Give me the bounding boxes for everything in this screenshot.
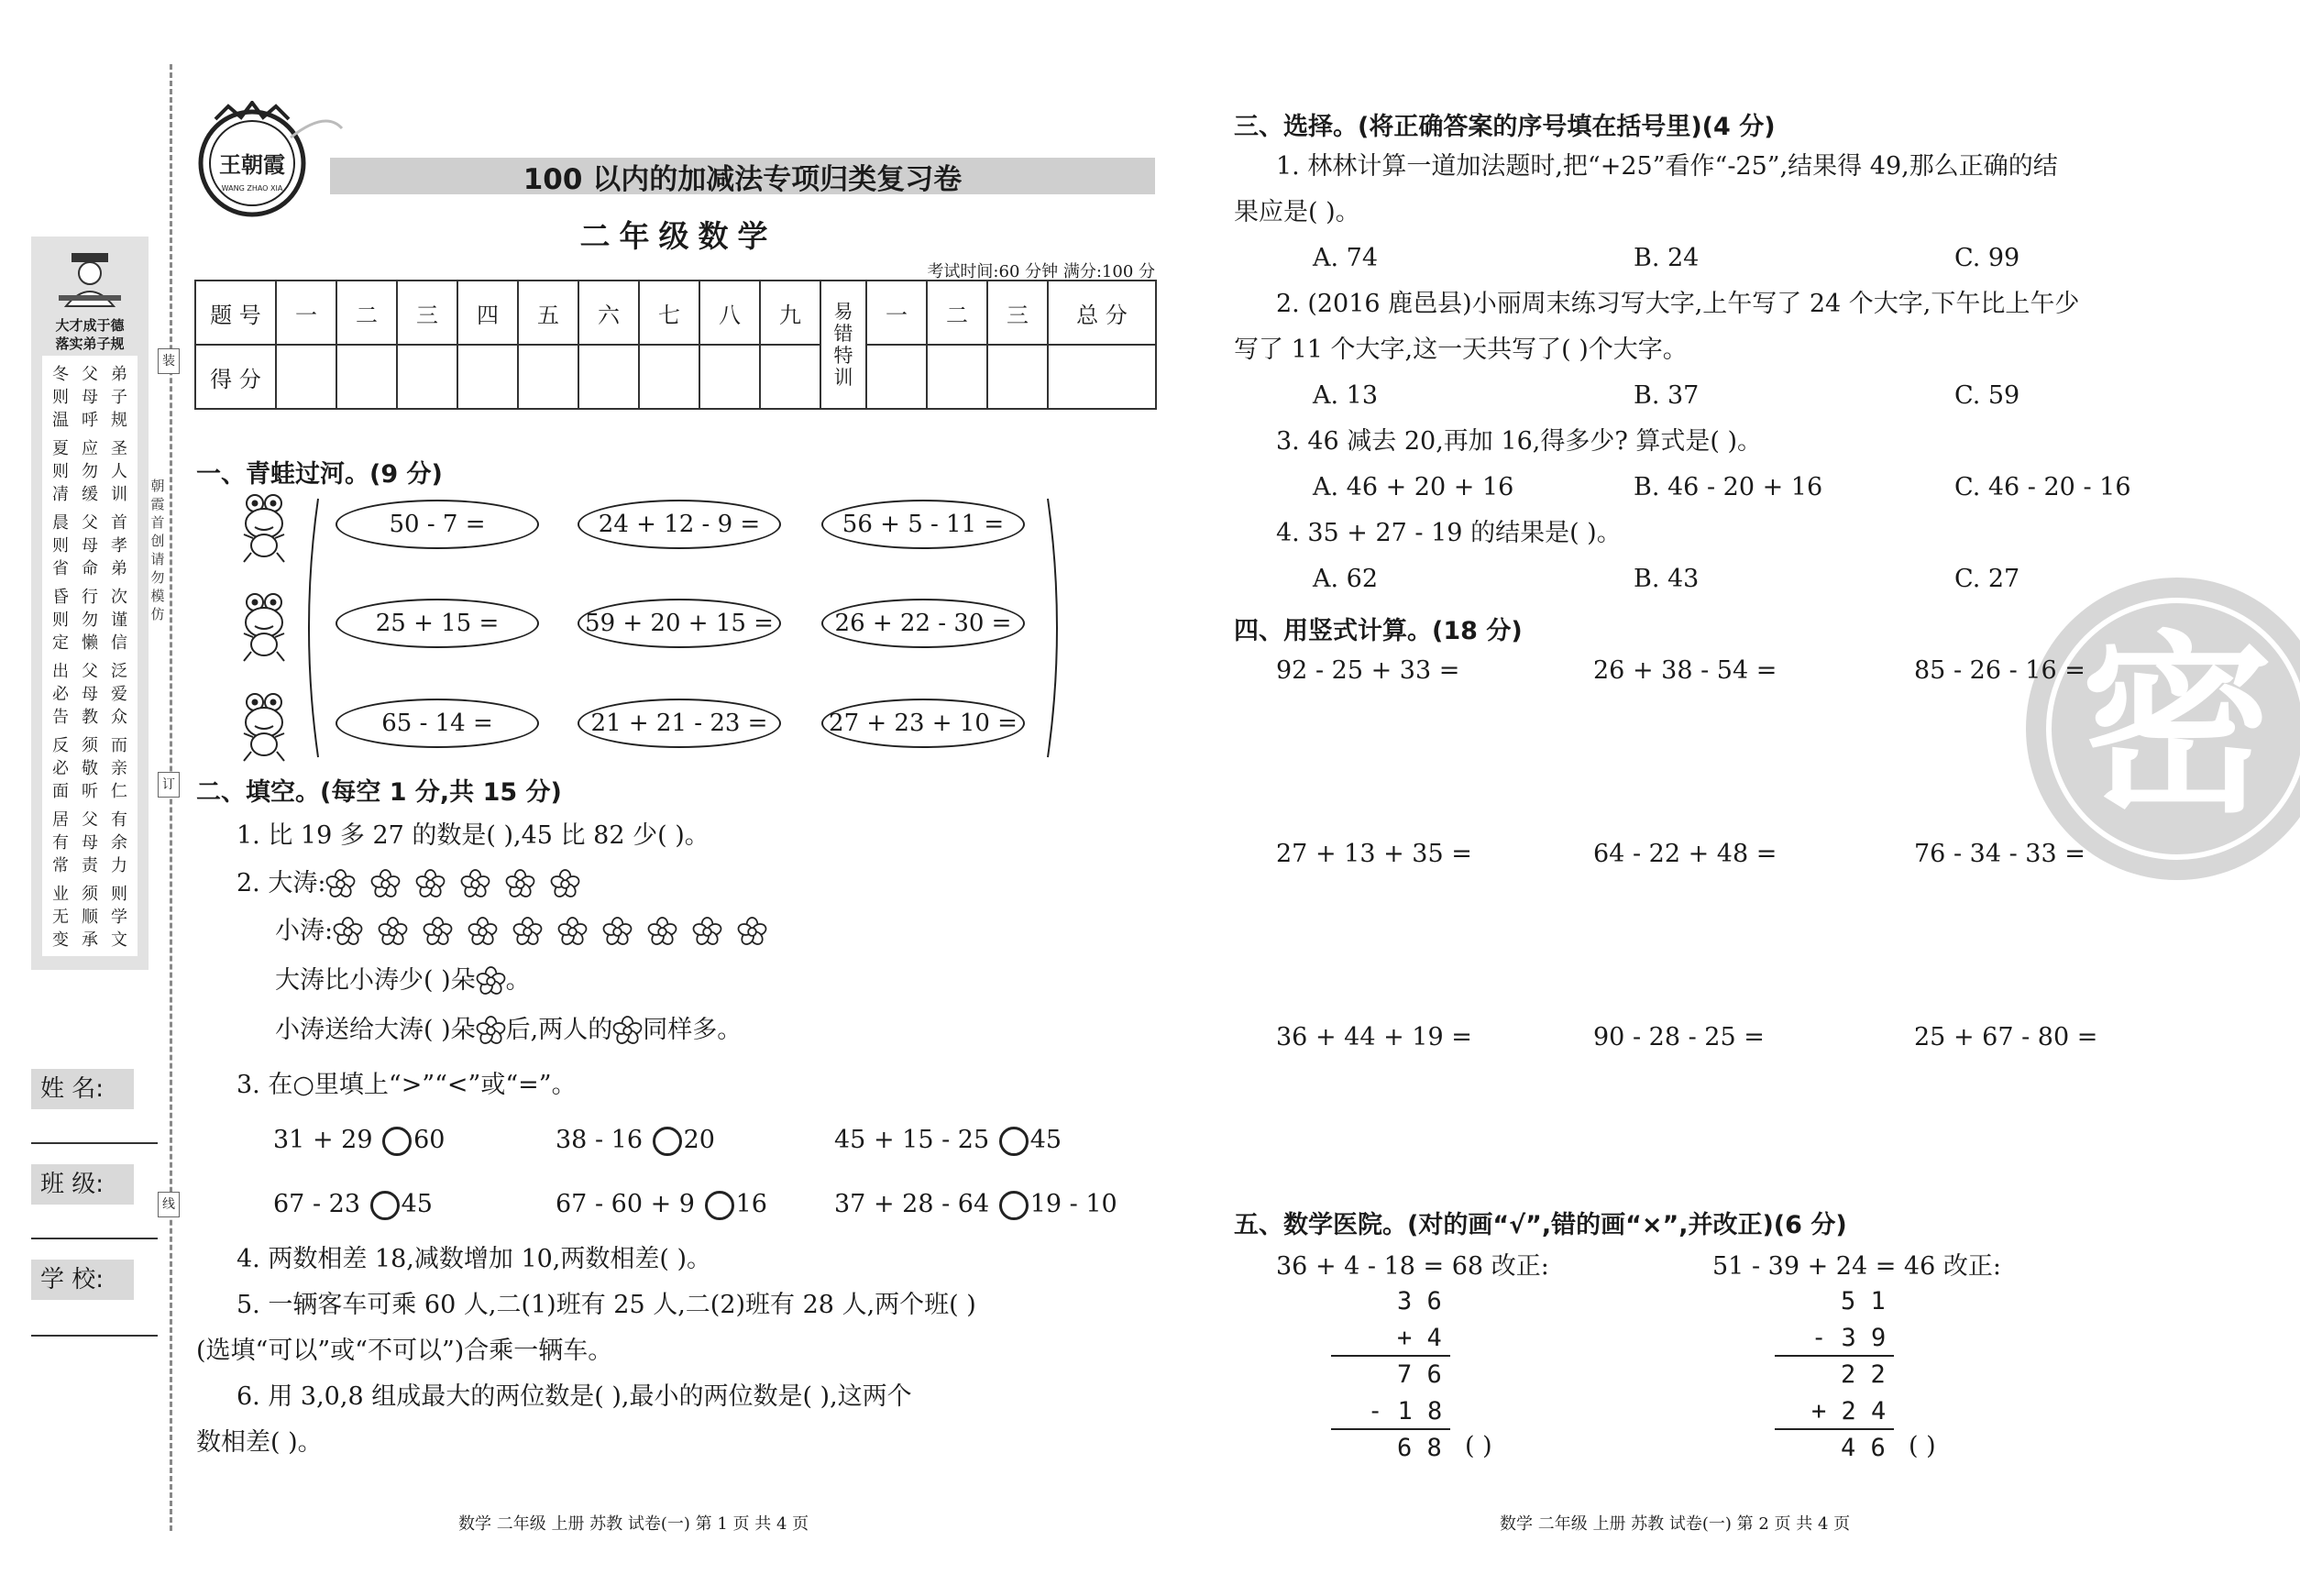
bind-mark-2: 订 [158, 772, 180, 798]
compare-item [834, 1126, 1062, 1156]
hospital-calc-line: + 4 [1397, 1324, 1442, 1352]
frog-icon [240, 691, 288, 763]
right-riverbank [1040, 495, 1068, 761]
flower-icon [612, 1016, 643, 1046]
row-label-number: 题 号 [195, 281, 276, 345]
flower-icon [505, 869, 535, 899]
vertical-calc-problem: 92 - 25 + 33 = [1276, 656, 1460, 685]
choice-q4: 4. 35 + 27 - 19 的结果是( )。 [1276, 519, 1622, 547]
flower-icon [415, 869, 446, 899]
equation-text: 56 + 5 - 11 = [842, 511, 1005, 538]
motto-column: 父 母 呼 [82, 365, 98, 430]
choice-q3: 3. 46 减去 20,再加 16,得多少? 算式是( )。 [1276, 427, 1763, 456]
motto-column: 须 敬 听 [82, 736, 98, 801]
vertical-calc-problem: 27 + 13 + 35 = [1276, 840, 1472, 868]
motto-column: 行 勿 懒 [82, 588, 98, 653]
choice-q3-opt-b: B. 46 - 20 + 16 [1634, 473, 1823, 501]
motto-column: 晨 则 省 [52, 513, 69, 578]
lily-pad-equation [336, 699, 539, 748]
class-field[interactable] [31, 1238, 158, 1239]
bind-mark-1: 装 [158, 348, 180, 374]
fill-q6-line2: 数相差( )。 [196, 1428, 323, 1457]
choice-q4-opt-c: C. 27 [1954, 565, 2020, 593]
fill-q2-line2 [275, 1016, 742, 1046]
flower-icon [550, 869, 580, 899]
logo-text: 王朝霞 [219, 151, 285, 178]
score-cell[interactable] [457, 345, 518, 409]
motto-column: 须 顺 承 [82, 885, 98, 950]
seal-character: 密 [2080, 614, 2273, 839]
hospital-calc-line: - 1 8 [1368, 1397, 1443, 1425]
bigtao-flowers [325, 869, 595, 897]
vertical-calc-problem: 90 - 28 - 25 = [1593, 1023, 1765, 1051]
exam-title: 100 以内的加减法专项归类复习卷 [523, 163, 963, 196]
compare-circle-blank[interactable] [653, 1127, 682, 1156]
motto-column: 父 母 教 [82, 662, 98, 727]
lily-pad-equation [578, 699, 781, 748]
equation-text: 50 - 7 = [389, 511, 486, 538]
compare-circle-blank[interactable] [370, 1191, 400, 1220]
judge-blank[interactable]: ( ) [1909, 1432, 1936, 1460]
compare-circle-blank[interactable] [382, 1127, 412, 1156]
smalltao-label: 小涛: [275, 917, 334, 945]
equation-text: 65 - 14 = [381, 710, 493, 737]
col-9: 九 [760, 281, 820, 345]
vertical-calc-problem: 76 - 34 - 33 = [1914, 840, 2085, 868]
school-label: 学 校: [31, 1260, 134, 1300]
lily-pad-equation [578, 500, 781, 549]
bind-mark-3: 线 [158, 1192, 180, 1217]
score-table [194, 280, 1157, 410]
vertical-calc-problem: 85 - 26 - 16 = [1914, 656, 2085, 685]
score-cell[interactable] [699, 345, 760, 409]
choice-q1-opt-c: C. 99 [1954, 244, 2020, 272]
hospital-calc-line: + 2 4 [1811, 1397, 1887, 1425]
compare-right-expression: 20 [683, 1126, 715, 1154]
lily-pad-equation [336, 500, 539, 549]
flower-icon [423, 917, 453, 947]
hospital-calc-line: 3 6 [1397, 1287, 1442, 1315]
name-field[interactable] [31, 1142, 158, 1144]
fill-q1: 1. 比 19 多 27 的数是( ),45 比 82 少( )。 [237, 821, 710, 850]
compare-right-expression: 60 [413, 1126, 446, 1154]
score-cell[interactable] [866, 345, 927, 409]
fill-q4: 4. 两数相差 18,减数增加 10,两数相差( )。 [237, 1245, 712, 1273]
choice-q1-opt-b: B. 24 [1634, 244, 1700, 272]
equation-text: 59 + 20 + 15 = [585, 610, 774, 637]
fill-q2-line1 [275, 966, 531, 996]
col-8: 八 [699, 281, 760, 345]
special-training-label: 易 错 特 训 [833, 301, 853, 389]
equation-text: 26 + 22 - 30 = [834, 610, 1012, 637]
bigtao-label: 2. 大涛: [237, 869, 326, 897]
motto-column: 泛 爱 众 [111, 662, 127, 727]
flower-icon [468, 917, 498, 947]
q2-line2-text: 小涛送给大涛( )朵 [275, 1016, 476, 1044]
compare-right-expression: 45 [1029, 1126, 1062, 1154]
total-header: 总 分 [1048, 281, 1156, 345]
choice-q2-opt-a: A. 13 [1313, 381, 1379, 410]
frog-icon [240, 492, 288, 564]
motto-column: 而 亲 仁 [111, 736, 127, 801]
motto-column: 昏 则 定 [52, 588, 69, 653]
vertical-calc-problem: 26 + 38 - 54 = [1593, 656, 1777, 685]
exam-subject: 二年级数学 [579, 218, 777, 254]
flower-icon [378, 917, 408, 947]
total-score-cell[interactable] [1048, 345, 1156, 409]
section4-title: 四、用竖式计算。(18 分) [1234, 617, 1523, 645]
choice-q1-opt-a: A. 74 [1313, 244, 1379, 272]
flower-icon [692, 917, 722, 947]
equation-text: 27 + 23 + 10 = [829, 710, 1018, 737]
lily-pad-equation [821, 500, 1025, 549]
col-6: 六 [578, 281, 639, 345]
hospital-calc-line: 5 1 [1841, 1287, 1886, 1315]
choice-q2-opt-c: C. 59 [1954, 381, 2020, 410]
flower-icon [333, 917, 363, 947]
motto-column: 则 学 文 [111, 885, 127, 950]
compare-left-expression: 37 + 28 - 64 [834, 1190, 997, 1218]
compare-item [556, 1126, 715, 1156]
lily-pad-equation [336, 599, 539, 648]
vertical-calc-problem: 25 + 67 - 80 = [1914, 1023, 2098, 1051]
col-5: 五 [518, 281, 578, 345]
motto-column: 反 必 面 [52, 736, 69, 801]
calc-rule [1331, 1355, 1450, 1357]
q2-line1-text: 大涛比小涛少( )朵 [275, 966, 476, 995]
compare-right-expression: 19 - 10 [1029, 1190, 1117, 1218]
scholar-illustration [55, 249, 125, 312]
compare-circle-blank[interactable] [705, 1191, 734, 1220]
choice-q2-line1: 2. (2016 鹿邑县)小丽周末练习写大字,上午写了 24 个大字,下午比上午少 [1276, 290, 2080, 318]
exam-info: 考试时间:60 分钟 满分:100 分 [927, 262, 1155, 281]
hospital-calc-line: 6 8 [1397, 1434, 1442, 1462]
compare-item [556, 1190, 767, 1220]
hospital-left-equation: 36 + 4 - 18 = 68 改正: [1276, 1252, 1549, 1281]
flower-icon [460, 869, 490, 899]
motto-caption-1: 大才成于德 [55, 317, 125, 334]
hospital-calc-line: 4 6 [1841, 1434, 1886, 1462]
motto-column: 居 有 常 [52, 810, 69, 875]
choice-q2-line2: 写了 11 个大字,这一天共写了( )个大字。 [1234, 336, 1688, 364]
confidential-seal [2026, 578, 2300, 880]
fill-q6-line1: 6. 用 3,0,8 组成最大的两位数是( ),最小的两位数是( ),这两个 [237, 1382, 912, 1411]
score-cell[interactable] [578, 345, 639, 409]
q2-line2-end: 同样多。 [643, 1016, 743, 1044]
score-cell[interactable] [760, 345, 820, 409]
choice-q4-opt-b: B. 43 [1634, 565, 1700, 593]
equation-text: 24 + 12 - 9 = [598, 511, 761, 538]
choice-q2-opt-b: B. 37 [1634, 381, 1700, 410]
motto-column: 父 母 命 [82, 513, 98, 578]
section3-title: 三、选择。(将正确答案的序号填在括号里)(4 分) [1234, 113, 1776, 141]
q2-line2-mid: 后,两人的 [505, 1016, 613, 1044]
flower-icon [557, 917, 588, 947]
col-3: 三 [397, 281, 457, 345]
binding-dashed-line [170, 64, 172, 1531]
compare-right-expression: 45 [401, 1190, 433, 1218]
calc-rule [1331, 1428, 1450, 1430]
choice-q3-opt-a: A. 46 + 20 + 16 [1313, 473, 1514, 501]
fill-q3: 3. 在○里填上“>”“<”或“=”。 [237, 1071, 577, 1099]
motto-caption-2: 落实弟子规 [55, 336, 125, 352]
choice-q3-opt-c: C. 46 - 20 - 16 [1954, 473, 2131, 501]
col-7: 七 [639, 281, 699, 345]
fill-q2-bigtao [237, 869, 595, 899]
motto-column: 有 余 力 [111, 810, 127, 875]
fill-q5-line2: (选填“可以”或“不可以”)合乘一辆车。 [196, 1337, 613, 1365]
score-cell[interactable] [518, 345, 578, 409]
logo-subtext: WANG ZHAO XIA [221, 184, 283, 193]
judge-blank[interactable]: ( ) [1465, 1432, 1492, 1460]
hospital-calc-line: - 3 9 [1811, 1324, 1887, 1352]
choice-q1-line2: 果应是( )。 [1234, 198, 1360, 226]
col-4: 四 [457, 281, 518, 345]
compare-right-expression: 16 [735, 1190, 767, 1218]
equation-text: 21 + 21 - 23 = [590, 710, 768, 737]
equation-text: 25 + 15 = [375, 610, 500, 637]
motto-column: 业 无 变 [52, 885, 69, 950]
special-col-3: 三 [987, 281, 1048, 345]
vertical-calc-problem: 64 - 22 + 48 = [1593, 840, 1777, 868]
flower-icon [512, 917, 543, 947]
motto-column: 弟 子 规 [111, 365, 127, 430]
brand-logo [188, 101, 344, 220]
motto-column: 出 必 告 [52, 662, 69, 727]
calc-rule [1775, 1355, 1894, 1357]
motto-column: 首 孝 弟 [111, 513, 127, 578]
lily-pad-equation [821, 599, 1025, 648]
footer-page-2: 数学 二年级 上册 苏教 试卷(一) 第 2 页 共 4 页 [1500, 1514, 1851, 1534]
special-training-header [820, 281, 866, 409]
hospital-right-equation: 51 - 39 + 24 = 46 改正: [1712, 1252, 2001, 1281]
motto-column: 应 勿 缓 [82, 439, 98, 504]
score-cell[interactable] [397, 345, 457, 409]
motto-column: 父 母 责 [82, 810, 98, 875]
score-cell[interactable] [987, 345, 1048, 409]
lily-pad-equation [578, 599, 781, 648]
smalltao-flowers [333, 917, 782, 945]
name-label: 姓 名: [31, 1069, 134, 1109]
special-col-1: 一 [866, 281, 927, 345]
hospital-calc-line: 7 6 [1397, 1360, 1442, 1389]
compare-item [834, 1190, 1117, 1220]
flower-icon [737, 917, 767, 947]
flower-icon [370, 869, 401, 899]
fill-q2-smalltao [275, 917, 782, 947]
compare-left-expression: 31 + 29 [273, 1126, 381, 1154]
compare-circle-blank[interactable] [999, 1191, 1029, 1220]
compare-item [273, 1126, 445, 1156]
vertical-calc-problem: 36 + 44 + 19 = [1276, 1023, 1472, 1051]
compare-left-expression: 45 + 15 - 25 [834, 1126, 997, 1154]
row-label-score: 得 分 [195, 345, 276, 409]
compare-circle-blank[interactable] [999, 1127, 1029, 1156]
motto-column: 冬 则 温 [52, 365, 69, 430]
section5-title: 五、数学医院。(对的画“√”,错的画“×”,并改正)(6 分) [1234, 1211, 1847, 1239]
score-cell[interactable] [276, 345, 336, 409]
section2-title: 二、填空。(每空 1 分,共 15 分) [196, 778, 562, 807]
score-cell[interactable] [639, 345, 699, 409]
footer-page-1: 数学 二年级 上册 苏教 试卷(一) 第 1 页 共 4 页 [458, 1514, 809, 1534]
col-2: 二 [336, 281, 397, 345]
lily-pad-equation [821, 699, 1025, 748]
frog-icon [240, 591, 288, 663]
fill-q5-line1: 5. 一辆客车可乘 60 人,二(1)班有 25 人,二(2)班有 28 人,两个班( ) [237, 1291, 976, 1319]
flower-icon [476, 966, 506, 996]
choice-q4-opt-a: A. 62 [1313, 565, 1379, 593]
special-col-2: 二 [927, 281, 987, 345]
col-1: 一 [276, 281, 336, 345]
calc-rule [1775, 1428, 1894, 1430]
hospital-calc-line: 2 2 [1841, 1360, 1886, 1389]
compare-left-expression: 67 - 23 [273, 1190, 369, 1218]
compare-left-expression: 67 - 60 + 9 [556, 1190, 703, 1218]
motto-column: 圣 人 训 [111, 439, 127, 504]
copyright-note: 朝霞首创 请勿模仿 [150, 478, 165, 622]
motto-panel [31, 237, 149, 970]
score-cell[interactable] [927, 345, 987, 409]
motto-text [42, 356, 138, 956]
choice-q1-line1: 1. 林林计算一道加法题时,把“+25”看作“-25”,结果得 49,那么正确的结 [1276, 152, 2058, 181]
q2-line1-end: 。 [505, 966, 531, 995]
flower-icon [647, 917, 677, 947]
compare-left-expression: 38 - 16 [556, 1126, 651, 1154]
score-cell[interactable] [336, 345, 397, 409]
motto-column: 夏 则 凊 [52, 439, 69, 504]
left-riverbank [298, 495, 325, 761]
flower-icon [476, 1016, 506, 1046]
flower-icon [602, 917, 633, 947]
motto-column: 次 谨 信 [111, 588, 127, 653]
compare-item [273, 1190, 433, 1220]
section1-title: 一、青蛙过河。(9 分) [196, 460, 443, 489]
school-field[interactable] [31, 1335, 158, 1337]
flower-icon [325, 869, 356, 899]
class-label: 班 级: [31, 1164, 134, 1205]
